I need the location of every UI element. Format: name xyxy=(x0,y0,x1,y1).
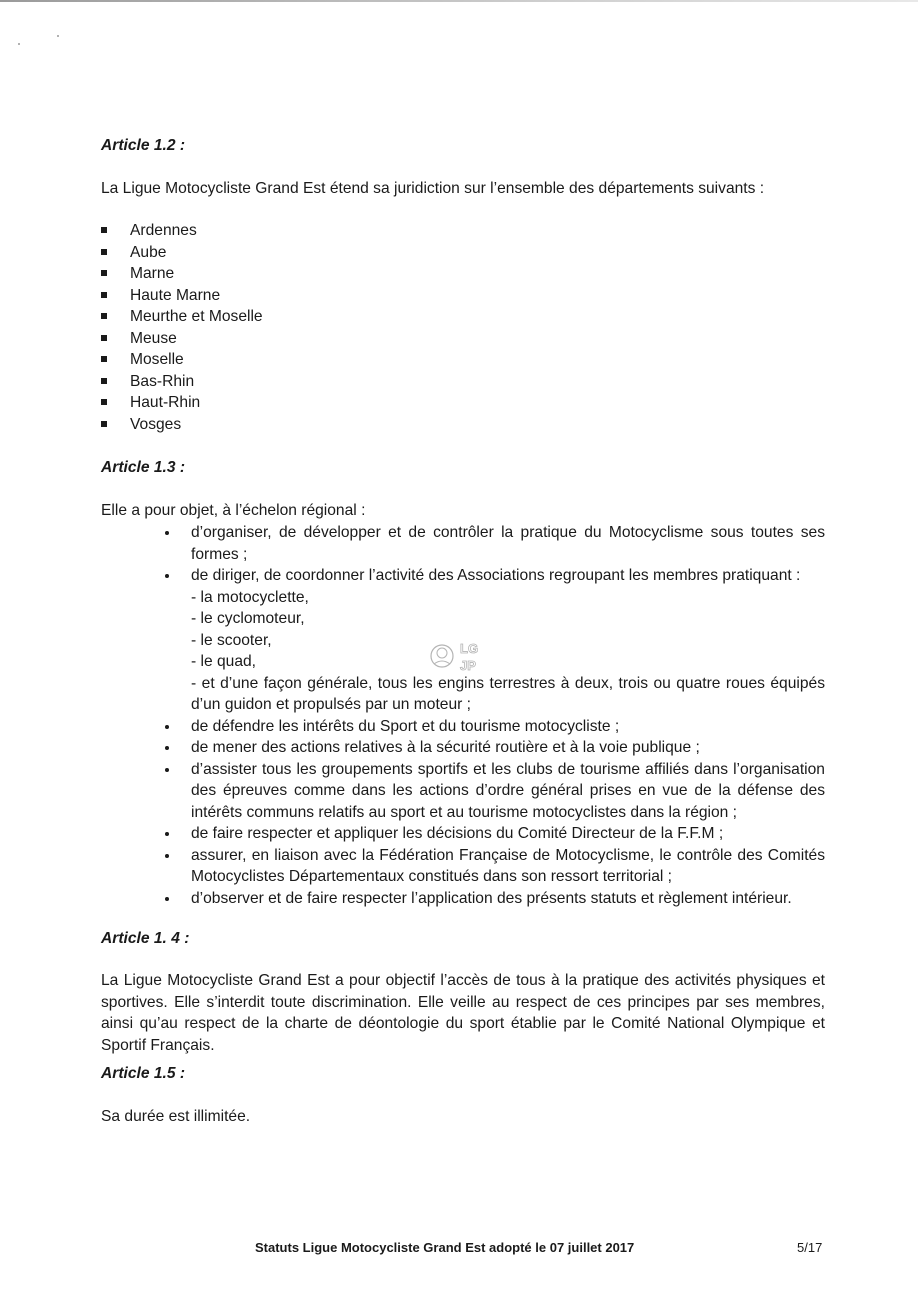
list-item: de diriger, de coordonner l’activité des Associations regroupant les membres pratiquant : - la motocyclette, - le cyclomoteur, - le scooter, - le quad, - et d’une façon générale, tous les engins terrestres à deux, trois ou quatre roues équipés d’un guidon et propulsés par un moteur ; xyxy=(163,565,825,716)
sub-item: - le cyclomoteur, xyxy=(191,610,305,627)
article-1-4-text: La Ligue Motocycliste Grand Est a pour objectif l’accès de tous à la pratique des activités physiques et sportives. Elle s’interdit toute discrimination. Elle veille au respect de ces principes par ses membres, ainsi qu’au respect de la charte de déontologie du sport établie par le Comité National Olympique et Sportif Français. xyxy=(101,972,825,1054)
departments-list xyxy=(101,220,263,435)
objectives-list xyxy=(163,522,825,909)
round-bullet-icon xyxy=(165,531,169,535)
list-item: de défendre les intérêts du Sport et du tourisme motocycliste ; xyxy=(163,716,825,738)
round-bullet-icon xyxy=(165,574,169,578)
article-1-3-heading: Article 1.3 : xyxy=(101,459,186,476)
list-item: assurer, en liaison avec la Fédération Française de Motocyclisme, le contrôle des Comités Motocyclistes Départementaux constitués dans son ressort territorial ; xyxy=(163,845,825,888)
article-1-3-intro: Elle a pour objet, à l’échelon régional : xyxy=(101,502,366,519)
square-bullet-icon xyxy=(101,356,107,362)
list-item: Aube xyxy=(101,242,263,264)
square-bullet-icon xyxy=(101,378,107,384)
list-item: Meuse xyxy=(101,328,263,350)
article-1-5-heading: Article 1.5 : xyxy=(101,1065,186,1082)
square-bullet-icon xyxy=(101,249,107,255)
list-item: Ardennes xyxy=(101,220,263,242)
square-bullet-icon xyxy=(101,227,107,233)
scan-edge xyxy=(0,0,918,2)
list-item: Haut-Rhin xyxy=(101,392,263,414)
square-bullet-icon xyxy=(101,270,107,276)
round-bullet-icon xyxy=(165,725,169,729)
list-item: de mener des actions relatives à la sécurité routière et à la voie publique ; xyxy=(163,737,825,759)
article-1-2-heading: Article 1.2 : xyxy=(101,137,186,154)
footer-title: Statuts Ligue Motocycliste Grand Est adopté le 07 juillet 2017 xyxy=(255,1240,635,1255)
round-bullet-icon xyxy=(165,854,169,858)
list-item: Vosges xyxy=(101,414,263,436)
svg-text:LG: LG xyxy=(460,641,479,656)
square-bullet-icon xyxy=(101,399,107,405)
list-item: d’observer et de faire respecter l’application des présents statuts et règlement intérieur. xyxy=(163,888,825,910)
stamp-logo-icon xyxy=(428,634,490,678)
article-1-4-heading: Article 1. 4 : xyxy=(101,930,190,947)
round-bullet-icon xyxy=(165,746,169,750)
sub-item: - le quad, xyxy=(191,653,257,670)
article-1-5-text: Sa durée est illimitée. xyxy=(101,1108,251,1125)
sub-item: - et d’une façon générale, tous les engins terrestres à deux, trois ou quatre roues équipés d’un guidon et propulsés par un moteur ; xyxy=(191,674,825,713)
page-number: 5/17 xyxy=(797,1240,823,1255)
list-item: Meurthe et Moselle xyxy=(101,306,263,328)
sub-item: - le scooter, xyxy=(191,631,272,649)
list-item: Moselle xyxy=(101,349,263,371)
list-item: Bas-Rhin xyxy=(101,371,263,393)
square-bullet-icon xyxy=(101,335,107,341)
list-item: de faire respecter et appliquer les décisions du Comité Directeur de la F.F.M ; xyxy=(163,823,825,845)
svg-text:JP: JP xyxy=(460,658,476,673)
round-bullet-icon xyxy=(165,832,169,836)
scan-speck xyxy=(57,35,59,37)
sub-item: - la motocyclette, xyxy=(191,588,309,606)
list-item: Haute Marne xyxy=(101,285,263,307)
square-bullet-icon xyxy=(101,292,107,298)
list-item: d’assister tous les groupements sportifs et les clubs de tourisme affiliés dans l’organisation des épreuves comme dans les actions d’ordre général prises en vue de la défense des intérêts communs relatifs au sport et au tourisme motocyclistes dans la région ; xyxy=(163,759,825,824)
square-bullet-icon xyxy=(101,313,107,319)
square-bullet-icon xyxy=(101,421,107,427)
scan-speck xyxy=(18,43,20,45)
round-bullet-icon xyxy=(165,897,169,901)
list-item: d’organiser, de développer et de contrôler la pratique du Motocyclisme sous toutes ses formes ; xyxy=(163,522,825,565)
article-1-2-intro: La Ligue Motocycliste Grand Est étend sa juridiction sur l’ensemble des départements suivants : xyxy=(101,180,765,197)
list-item: Marne xyxy=(101,263,263,285)
round-bullet-icon xyxy=(165,768,169,772)
